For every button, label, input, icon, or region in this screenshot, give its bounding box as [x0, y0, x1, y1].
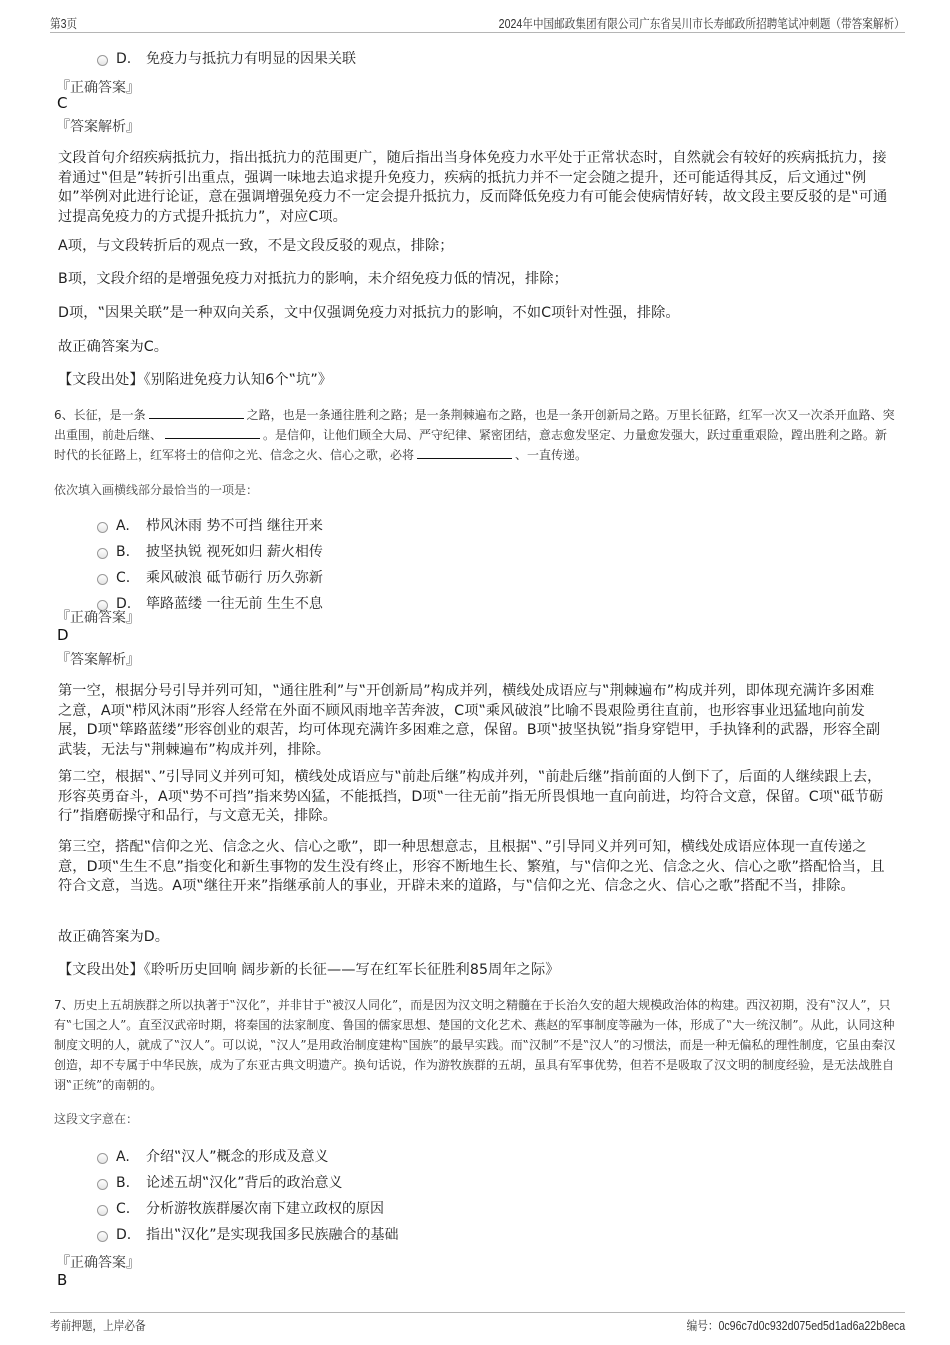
q7-option-c[interactable]: C. 分析游牧族群屡次南下建立政权的原因: [97, 1198, 384, 1218]
question-6-prompt: 依次填入画横线部分最恰当的一项是：: [54, 483, 259, 497]
q6-option-a[interactable]: A. 栉风沐雨 势不可挡 继往开来: [97, 515, 323, 535]
source-citation: 【文段出处】《别陷进免疫力认知6个‟坑”》: [58, 372, 333, 388]
question-7-stem: 7、历史上五胡族群之所以执著于‟汉化”，并非甘于‟被汉人同化”，而是因为汉文明之精髓在于长治久安的超大规模政治体的构建。西汉初期，没有‟汉人”，只有‟七国之人”。直至汉武帝时期，将秦国的法家制度、鲁国的儒家思想、楚国的文化艺术、燕赵的军事制度等融为一体，形成了‟大一统汉制”。从此，认同这种制度文明的人，就成了‟汉人”。可以说，‟汉人”是用政治制度建构‟国族”的最早实践。而‟汉制”不是‟汉人”的习惯法，而是一种无偏私的理性制度，它虽由秦汉创造，却不专属于中华民族，成为了东亚古典文明遗产。换句话说，作为游牧族群的五胡，虽具有军事优势，但若不是吸取了汉文明的制度经验，是无法战胜自诩‟正统”的南朝的。: [54, 998, 896, 1092]
footer-slogan: 考前押题，上岸必备: [50, 1319, 146, 1333]
correct-answer: D: [57, 626, 69, 644]
analysis-paragraph: B项，文段介绍的是增强免疫力对抵抗力的影响，未介绍免疫力低的情况，排除；: [58, 271, 568, 287]
q6-option-b[interactable]: B. 披坚执锐 视死如归 薪火相传: [97, 541, 323, 561]
page-number: 第3页: [50, 17, 78, 31]
radio-icon[interactable]: [97, 1231, 108, 1242]
radio-icon[interactable]: [97, 522, 108, 533]
radio-icon[interactable]: [97, 574, 108, 585]
fill-blank: [417, 446, 512, 459]
document-title: 2024年中国邮政集团有限公司广东省吴川市长寿邮政所招聘笔试冲刺题（带答案解析）: [498, 17, 905, 31]
correct-answer-label: 『正确答案』: [56, 1255, 140, 1271]
q7-option-d[interactable]: D. 指出‟汉化”是实现我国多民族融合的基础: [97, 1224, 399, 1244]
question-7-prompt: 这段文字意在：: [54, 1112, 139, 1126]
radio-icon[interactable]: [97, 548, 108, 559]
correct-answer-label: 『正确答案』: [56, 80, 140, 96]
document-serial: 编号：0c96c7d0c932d075ed5d1ad6a22b8eca: [686, 1319, 905, 1333]
radio-icon[interactable]: [97, 1205, 108, 1216]
analysis-paragraph: 故正确答案为D。: [58, 929, 170, 945]
correct-answer-label: 『正确答案』: [56, 610, 140, 626]
question-6-stem: 6、长征，是一条 之路，也是一条通往胜利之路；是一条荆棘遍布之路，也是一条开创新局之路。万里长征路，红军一次又一次杀开血路、突出重围，前赴后继、 。是信仰，让他们顾全大局、严守纪律、紧密团结，意志愈发坚定、力量愈发强大，跃过重重艰险，蹚出胜利之路。新时代的长征路上，红军将士的信仰之光、信念之火、信心之歌，必将 、一直传递。: [54, 408, 895, 462]
source-citation: 【文段出处】《聆听历史回响 阔步新的长征——写在红军长征胜利85周年之际》: [58, 962, 560, 978]
analysis-paragraph: 第三空，搭配‟信仰之光、信念之火、信心之歌”，即一种思想意志，且根据‟、”引导同义并列可知，横线处成语应体现一直传递之意，D项‟生生不息”指变化和新生事物的发生没有终止，形容不断地生长、繁殖，与‟信仰之光、信念之火、信心之歌”搭配恰当，且符合文意，当选。A项‟继往开来”指继承前人的事业，开辟未来的道路，与‟信仰之光、信念之火、信心之歌”搭配不当，排除。: [58, 839, 885, 894]
fill-blank: [149, 406, 244, 419]
q6-option-d[interactable]: D. 筚路蓝缕 一往无前 生生不息: [97, 593, 323, 613]
radio-icon[interactable]: [97, 55, 108, 66]
analysis-label: 『答案解析』: [56, 119, 140, 135]
page-header: [50, 10, 905, 33]
correct-answer: B: [57, 1271, 68, 1289]
analysis-paragraph: A项，与文段转折后的观点一致，不是文段反驳的观点，排除；: [58, 238, 454, 254]
radio-icon[interactable]: [97, 1179, 108, 1190]
fill-blank: [165, 426, 260, 439]
q6-option-c[interactable]: C. 乘风破浪 砥节砺行 历久弥新: [97, 567, 323, 587]
q7-option-a[interactable]: A. 介绍‟汉人”概念的形成及意义: [97, 1146, 329, 1166]
prev-option-d[interactable]: D. 免疫力与抵抗力有明显的因果关联: [97, 48, 356, 68]
analysis-paragraph: 文段首句介绍疾病抵抗力，指出抵抗力的范围更广，随后指出当身体免疫力水平处于正常状态时，自然就会有较好的疾病抵抗力，接着通过‟但是”转折引出重点，强调一味地去追求提升免疫力，疾病的抵抗力并不一定会随之提升，还可能适得其反，后文通过‟例如”举例对此进行论证，意在强调增强免疫力不一定会提升抵抗力，反而降低免疫力有可能会使病情好转，故文段主要反驳的是‟可通过提高免疫力的方式提升抵抗力”，对应C项。: [58, 150, 888, 225]
radio-icon[interactable]: [97, 1153, 108, 1164]
analysis-label: 『答案解析』: [56, 652, 140, 668]
analysis-paragraph: D项，‟因果关联”是一种双向关系，文中仅强调免疫力对抵抗力的影响，不如C项针对性强，排除。: [58, 305, 680, 321]
q7-option-b[interactable]: B. 论述五胡‟汉化”背后的政治意义: [97, 1172, 343, 1192]
page-footer: [50, 1312, 905, 1335]
analysis-paragraph: 第二空，根据‟、”引导同义并列可知，横线处成语应与‟前赴后继”构成并列，‟前赴后继”指前面的人倒下了，后面的人继续跟上去，形容英勇奋斗，A项‟势不可挡”指来势凶猛，不能抵挡，D项‟一往无前”指无所畏惧地一直向前进，均符合文意，保留。C项‟砥节砺行”指磨砺操守和品行，与文意无关，排除。: [58, 769, 884, 824]
analysis-paragraph: 第一空，根据分号引导并列可知，‟通往胜利”与‟开创新局”构成并列，横线处成语应与‟荆棘遍布”构成并列，即体现充满许多困难之意，A项‟栉风沐雨”形容人经常在外面不顾风雨地辛苦奔波，C项‟乘风破浪”比喻不畏艰险勇往直前，也形容事业迅猛地向前发展，D项‟筚路蓝缕”形容创业的艰苦，均可体现充满许多困难之意，保留。B项‟披坚执锐”指身穿铠甲，手执锋利的武器，形容全副武装，无法与‟荆棘遍布”构成并列，排除。: [58, 683, 881, 758]
correct-answer: C: [57, 94, 68, 112]
analysis-paragraph: 故正确答案为C。: [58, 339, 169, 355]
